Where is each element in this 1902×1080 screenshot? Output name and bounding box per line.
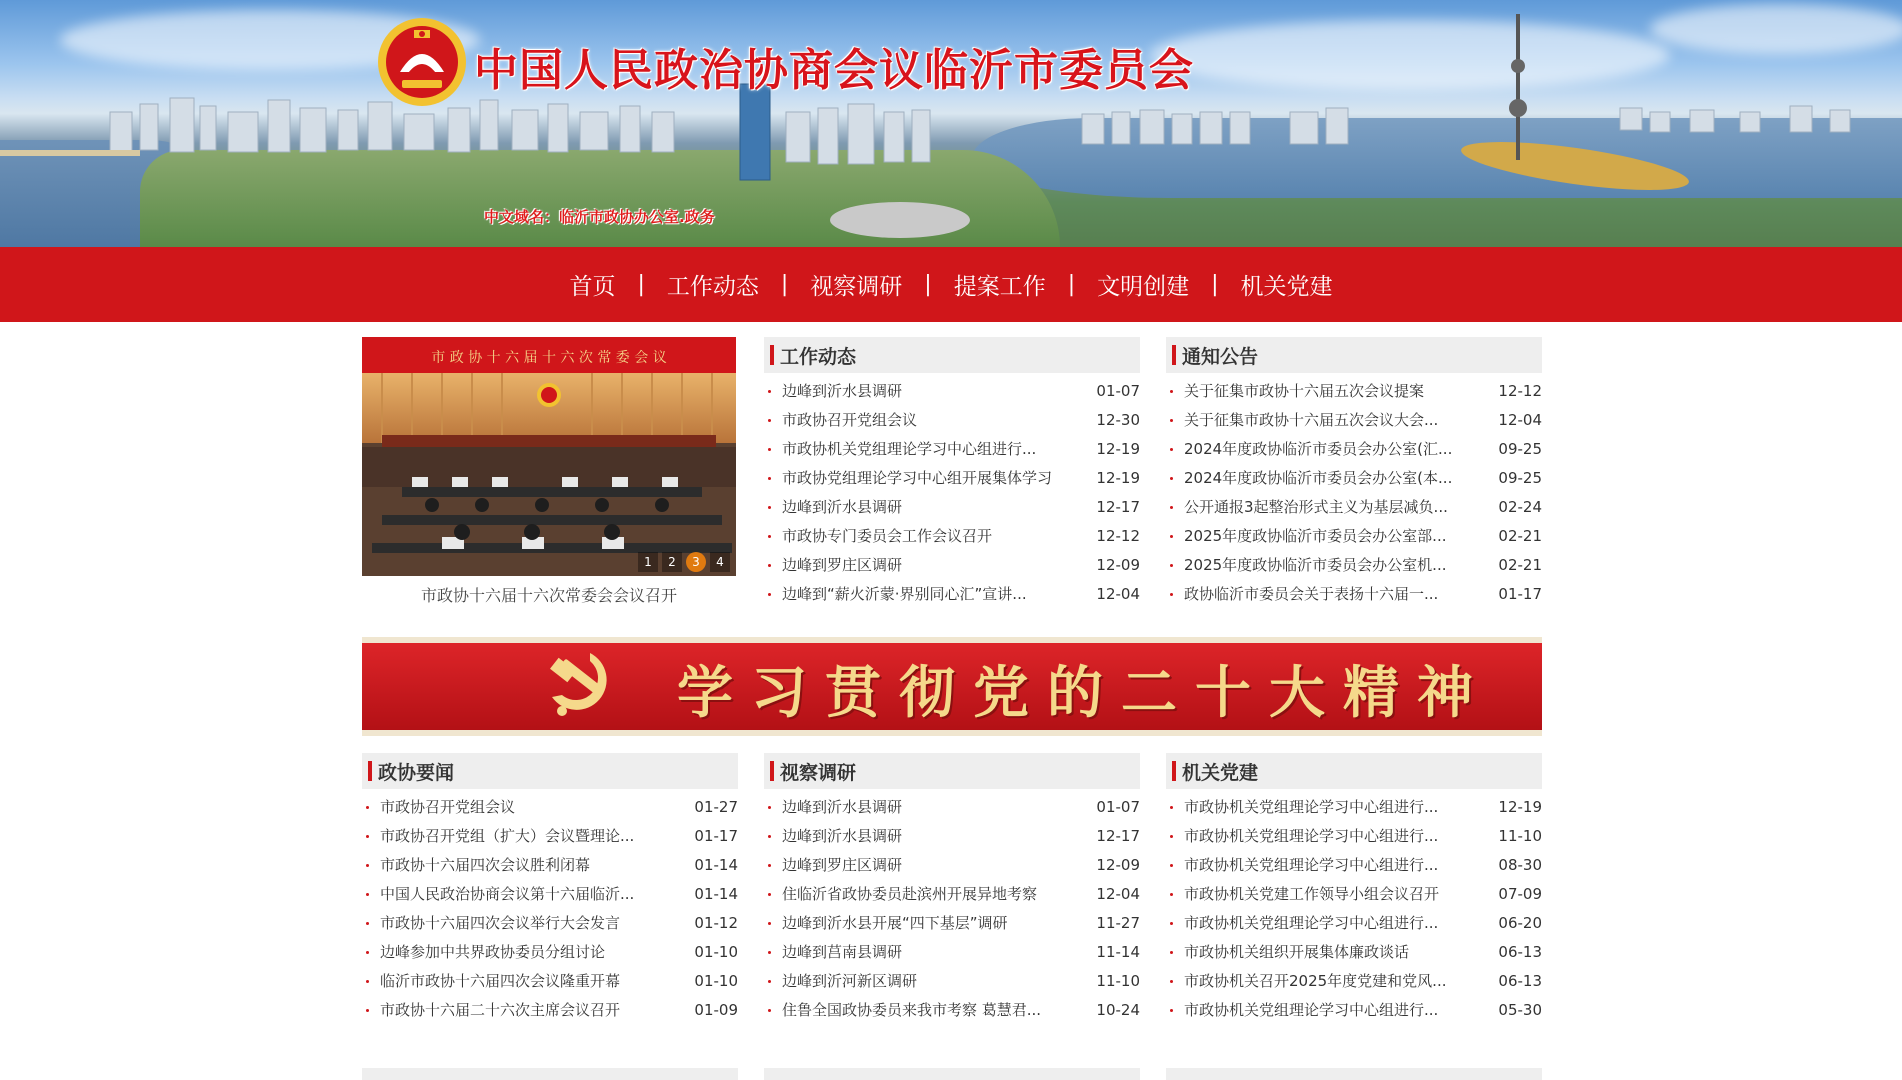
- news-date: 08-30: [1498, 856, 1542, 874]
- news-title-link[interactable]: 市政协机关党组理论学习中心组进行...: [1184, 914, 1439, 932]
- slide-page-button[interactable]: 1: [638, 552, 658, 572]
- news-date: 06-13: [1498, 972, 1542, 990]
- bullet-icon: [366, 1009, 369, 1012]
- bullet-icon: [366, 980, 369, 983]
- panel-header-bar: [1172, 345, 1176, 365]
- bullet-icon: [1170, 448, 1173, 451]
- bullet-icon: [768, 806, 771, 809]
- news-date: 01-14: [694, 885, 738, 903]
- news-title-link[interactable]: 市政协机关党组理论学习中心组进行...: [1184, 798, 1439, 816]
- news-list-item[interactable]: [764, 464, 1140, 493]
- slide-page-button[interactable]: 3: [686, 552, 706, 572]
- news-title-link[interactable]: 边峰到沂水县调研: [782, 827, 903, 845]
- news-date: 01-10: [694, 972, 738, 990]
- news-list-item[interactable]: [764, 909, 1140, 938]
- panel-header-bar: [770, 761, 774, 781]
- news-title-link[interactable]: 市政协机关党组理论学习中心组进行...: [782, 440, 1037, 458]
- news-list-item[interactable]: [764, 851, 1140, 880]
- news-date: 01-10: [694, 943, 738, 961]
- panel-header-bar: [1172, 761, 1176, 781]
- slideshow-photo: [362, 337, 736, 576]
- news-list-item[interactable]: [764, 580, 1140, 609]
- news-title-link[interactable]: 边峰到“薪火沂蒙·界别同心汇”宣讲...: [782, 585, 1027, 603]
- bullet-icon: [768, 448, 771, 451]
- news-slideshow[interactable]: [362, 337, 736, 576]
- news-date: 12-04: [1096, 885, 1140, 903]
- news-list-item[interactable]: [362, 793, 738, 822]
- bullet-icon: [366, 951, 369, 954]
- nav-separator: |: [1067, 272, 1076, 297]
- panel-inspection: [764, 753, 1140, 1025]
- bullet-icon: [768, 922, 771, 925]
- news-date: 12-04: [1096, 585, 1140, 603]
- news-date: 11-10: [1096, 972, 1140, 990]
- panel-header: [764, 753, 1140, 789]
- news-title-link[interactable]: 边峰到沂河新区调研: [782, 972, 918, 990]
- bullet-icon: [1170, 477, 1173, 480]
- news-title-link[interactable]: 边峰参加中共界政协委员分组讨论: [380, 943, 606, 961]
- news-list-item[interactable]: [1166, 938, 1542, 967]
- panel-work-news: [764, 337, 1140, 609]
- news-date: 12-12: [1096, 527, 1140, 545]
- panel-notices: [1166, 337, 1542, 609]
- nav-separator: |: [637, 272, 645, 297]
- news-list-item[interactable]: [1166, 967, 1542, 996]
- bullet-icon: [768, 506, 771, 509]
- news-date: 11-27: [1096, 914, 1140, 932]
- news-title-link[interactable]: 市政协机关党组理论学习中心组进行...: [1184, 856, 1439, 874]
- news-date: 09-25: [1498, 440, 1542, 458]
- news-title-link[interactable]: 关于征集市政协十六届五次会议提案: [1184, 382, 1425, 400]
- news-title-link[interactable]: 市政协机关党建工作领导小组会议召开: [1184, 885, 1440, 903]
- news-title-link[interactable]: 边峰到沂水县调研: [782, 498, 903, 516]
- news-title-link[interactable]: 市政协机关党组理论学习中心组进行...: [1184, 827, 1439, 845]
- nav-item[interactable]: 视察调研: [810, 274, 903, 300]
- news-date: 11-10: [1498, 827, 1542, 845]
- news-date: 12-17: [1096, 498, 1140, 516]
- news-date: 12-09: [1096, 856, 1140, 874]
- bullet-icon: [1170, 951, 1173, 954]
- news-list-item[interactable]: [764, 996, 1140, 1025]
- panel-header: [362, 753, 738, 789]
- news-date: 11-14: [1096, 943, 1140, 961]
- news-list: [764, 793, 1140, 1025]
- slide-caption[interactable]: 市政协十六届十六次常委会会议召开: [420, 586, 677, 605]
- panel-header-bar: [770, 345, 774, 365]
- news-list-item[interactable]: [764, 551, 1140, 580]
- news-list: [1166, 377, 1542, 609]
- news-title-link[interactable]: 市政协专门委员会工作会议召开: [782, 527, 993, 545]
- bullet-icon: [768, 1009, 771, 1012]
- news-title-link[interactable]: 市政协召开党组（扩大）会议暨理论...: [380, 827, 635, 845]
- bullet-icon: [1170, 893, 1173, 896]
- news-title-link[interactable]: 边峰到莒南县调研: [782, 943, 903, 961]
- news-list-item[interactable]: [362, 880, 738, 909]
- news-date: 10-24: [1096, 1001, 1140, 1019]
- bullet-icon: [768, 864, 771, 867]
- panel-title[interactable]: 机关党建: [1182, 761, 1259, 784]
- panel-title[interactable]: 通知公告: [1182, 345, 1259, 368]
- news-date: 12-17: [1096, 827, 1140, 845]
- slide-page-button[interactable]: 4: [710, 552, 730, 572]
- news-list-item[interactable]: [1166, 493, 1542, 522]
- bullet-icon: [366, 806, 369, 809]
- bullet-icon: [1170, 506, 1173, 509]
- news-list-item[interactable]: [1166, 909, 1542, 938]
- panel-party-building: [1166, 753, 1542, 1025]
- bullet-icon: [768, 893, 771, 896]
- nav-separator: |: [780, 272, 789, 297]
- bullet-icon: [1170, 390, 1173, 393]
- news-list-item[interactable]: [1166, 793, 1542, 822]
- panel-header: [1166, 337, 1542, 373]
- panel-header-partial: [1166, 1068, 1542, 1080]
- slide-page-button[interactable]: 2: [662, 552, 682, 572]
- news-date: 02-21: [1498, 556, 1542, 574]
- news-list-item[interactable]: [1166, 551, 1542, 580]
- bullet-icon: [1170, 564, 1173, 567]
- nav-separator: |: [1211, 272, 1219, 297]
- news-title-link[interactable]: 住鲁全国政协委员来我市考察 葛慧君...: [782, 1001, 1042, 1019]
- panel-cppcc-news: [362, 753, 738, 1025]
- news-date: 06-20: [1498, 914, 1542, 932]
- news-date: 01-07: [1096, 798, 1140, 816]
- news-list-item[interactable]: [362, 822, 738, 851]
- bullet-icon: [768, 390, 771, 393]
- news-list-item[interactable]: [1166, 406, 1542, 435]
- news-title-link[interactable]: 市政协召开党组会议: [782, 411, 918, 429]
- news-date: 12-19: [1498, 798, 1542, 816]
- news-date: 05-30: [1498, 1001, 1542, 1019]
- bullet-icon: [366, 922, 369, 925]
- news-date: 02-24: [1498, 498, 1542, 516]
- header-banner: [0, 0, 1902, 247]
- news-list-item[interactable]: [1166, 464, 1542, 493]
- bullet-icon: [768, 419, 771, 422]
- news-date: 12-19: [1096, 469, 1140, 487]
- slideshow-pager: [638, 552, 730, 572]
- bullet-icon: [1170, 980, 1173, 983]
- bullet-icon: [366, 835, 369, 838]
- news-title-link[interactable]: 市政协机关组织开展集体廉政谈话: [1184, 943, 1410, 961]
- news-list-item[interactable]: [764, 493, 1140, 522]
- news-date: 01-17: [694, 827, 738, 845]
- news-title-link[interactable]: 公开通报3起整治形式主义为基层减负...: [1184, 498, 1448, 516]
- nav-item[interactable]: 机关党建: [1240, 274, 1333, 300]
- news-list-item[interactable]: [362, 909, 738, 938]
- bullet-icon: [1170, 806, 1173, 809]
- news-title-link[interactable]: 住临沂省政协委员赴滨州开展异地考察: [782, 885, 1038, 903]
- bullet-icon: [768, 980, 771, 983]
- news-title-link[interactable]: 市政协召开党组会议: [380, 798, 516, 816]
- bullet-icon: [366, 893, 369, 896]
- news-list-item[interactable]: [362, 996, 738, 1025]
- news-date: 07-09: [1498, 885, 1542, 903]
- news-list-item[interactable]: [764, 793, 1140, 822]
- news-title-link[interactable]: 市政协党组理论学习中心组开展集体学习: [782, 469, 1053, 487]
- panel-title[interactable]: 工作动态: [780, 345, 857, 368]
- news-list-item[interactable]: [764, 880, 1140, 909]
- news-date: 01-07: [1096, 382, 1140, 400]
- news-list-item[interactable]: [1166, 377, 1542, 406]
- bullet-icon: [366, 864, 369, 867]
- news-date: 12-19: [1096, 440, 1140, 458]
- panel-header-partial: [764, 1068, 1140, 1080]
- site-title: 中国人民政治协商会议临沂市委员会: [474, 45, 1194, 96]
- panel-title[interactable]: 政协要闻: [378, 761, 455, 784]
- panel-header-partial: [362, 1068, 738, 1080]
- news-title-link[interactable]: 市政协机关党组理论学习中心组进行...: [1184, 1001, 1439, 1019]
- bullet-icon: [768, 835, 771, 838]
- news-list-item[interactable]: [1166, 580, 1542, 609]
- news-title-link[interactable]: 政协临沂市委员会关于表扬十六届一...: [1184, 585, 1439, 603]
- news-list-item[interactable]: [764, 377, 1140, 406]
- nav-item[interactable]: 首页: [569, 274, 616, 300]
- panel-header: [1166, 753, 1542, 789]
- news-date: 12-30: [1096, 411, 1140, 429]
- news-date: 12-09: [1096, 556, 1140, 574]
- news-title-link[interactable]: 2025年度政协临沂市委员会办公室部...: [1184, 527, 1447, 545]
- news-list-item[interactable]: [764, 406, 1140, 435]
- bullet-icon: [768, 564, 771, 567]
- news-list-item[interactable]: [1166, 851, 1542, 880]
- bullet-icon: [1170, 922, 1173, 925]
- cppcc-emblem-icon: [376, 16, 468, 108]
- news-list-item[interactable]: [764, 938, 1140, 967]
- news-list-item[interactable]: [764, 435, 1140, 464]
- nav-item[interactable]: 提案工作: [953, 274, 1046, 300]
- news-list-item[interactable]: [764, 822, 1140, 851]
- party-slogan: 学习贯彻党的二十大精神: [677, 660, 1491, 726]
- news-title-link[interactable]: 边峰到沂水县调研: [782, 382, 903, 400]
- news-list-item[interactable]: [1166, 522, 1542, 551]
- nav-item[interactable]: 文明创建: [1097, 274, 1190, 300]
- slide-banner-text: 市 政 协 十 六 届 十 六 次 常 委 会 议: [431, 350, 667, 366]
- bullet-icon: [1170, 835, 1173, 838]
- panel-title[interactable]: 视察调研: [780, 761, 857, 784]
- news-title-link[interactable]: 关于征集市政协十六届五次会议大会...: [1184, 411, 1439, 429]
- news-list-item[interactable]: [1166, 435, 1542, 464]
- bullet-icon: [768, 477, 771, 480]
- news-title-link[interactable]: 边峰到沂水县开展“四下基层”调研: [782, 914, 1008, 932]
- nav-item[interactable]: 工作动态: [666, 274, 759, 300]
- bullet-icon: [1170, 419, 1173, 422]
- news-list-item[interactable]: [362, 938, 738, 967]
- news-list-item[interactable]: [1166, 996, 1542, 1025]
- news-list: [1166, 793, 1542, 1025]
- news-date: 02-21: [1498, 527, 1542, 545]
- news-list-item[interactable]: [362, 851, 738, 880]
- news-title-link[interactable]: 2025年度政协临沂市委员会办公室机...: [1184, 556, 1447, 574]
- news-date: 01-09: [694, 1001, 738, 1019]
- main-nav: [0, 247, 1902, 322]
- news-title-link[interactable]: 边峰到沂水县调研: [782, 798, 903, 816]
- bullet-icon: [1170, 535, 1173, 538]
- news-title-link[interactable]: 边峰到罗庄区调研: [782, 556, 903, 574]
- news-date: 06-13: [1498, 943, 1542, 961]
- news-list: [764, 377, 1140, 609]
- news-title-link[interactable]: 市政协十六届四次会议举行大会发言: [380, 914, 621, 932]
- news-date: 12-04: [1498, 411, 1542, 429]
- panel-header: [764, 337, 1140, 373]
- news-list-item[interactable]: [764, 967, 1140, 996]
- news-title-link[interactable]: 2024年度政协临沂市委员会办公室(本...: [1184, 469, 1453, 487]
- news-list: [362, 793, 738, 1025]
- news-list-item[interactable]: [764, 522, 1140, 551]
- hammer-sickle-icon: [540, 645, 624, 729]
- bullet-icon: [1170, 1009, 1173, 1012]
- news-title-link[interactable]: 中国人民政治协商会议第十六届临沂...: [380, 885, 635, 903]
- panel-header-bar: [368, 761, 372, 781]
- bullet-icon: [768, 951, 771, 954]
- news-title-link[interactable]: 市政协十六届四次会议胜利闭幕: [380, 856, 591, 874]
- party-study-banner[interactable]: [362, 637, 1542, 736]
- news-date: 01-17: [1498, 585, 1542, 603]
- news-list-item[interactable]: [1166, 880, 1542, 909]
- bullet-icon: [768, 593, 771, 596]
- news-title-link[interactable]: 临沂市政协十六届四次会议隆重开幕: [380, 972, 621, 990]
- news-list-item[interactable]: [362, 967, 738, 996]
- news-title-link[interactable]: 边峰到罗庄区调研: [782, 856, 903, 874]
- news-title-link[interactable]: 市政协机关召开2025年度党建和党风...: [1184, 972, 1447, 990]
- news-date: 01-27: [694, 798, 738, 816]
- news-date: 01-14: [694, 856, 738, 874]
- bullet-icon: [1170, 864, 1173, 867]
- news-list-item[interactable]: [1166, 822, 1542, 851]
- bullet-icon: [768, 535, 771, 538]
- news-title-link[interactable]: 市政协十六届二十六次主席会议召开: [380, 1001, 621, 1019]
- news-date: 09-25: [1498, 469, 1542, 487]
- news-title-link[interactable]: 2024年度政协临沂市委员会办公室(汇...: [1184, 440, 1453, 458]
- bullet-icon: [1170, 593, 1173, 596]
- news-date: 01-12: [694, 914, 738, 932]
- chinese-domain-label: 中文域名：临沂市政协办公室.政务: [484, 208, 715, 226]
- nav-separator: |: [924, 272, 932, 297]
- news-date: 12-12: [1498, 382, 1542, 400]
